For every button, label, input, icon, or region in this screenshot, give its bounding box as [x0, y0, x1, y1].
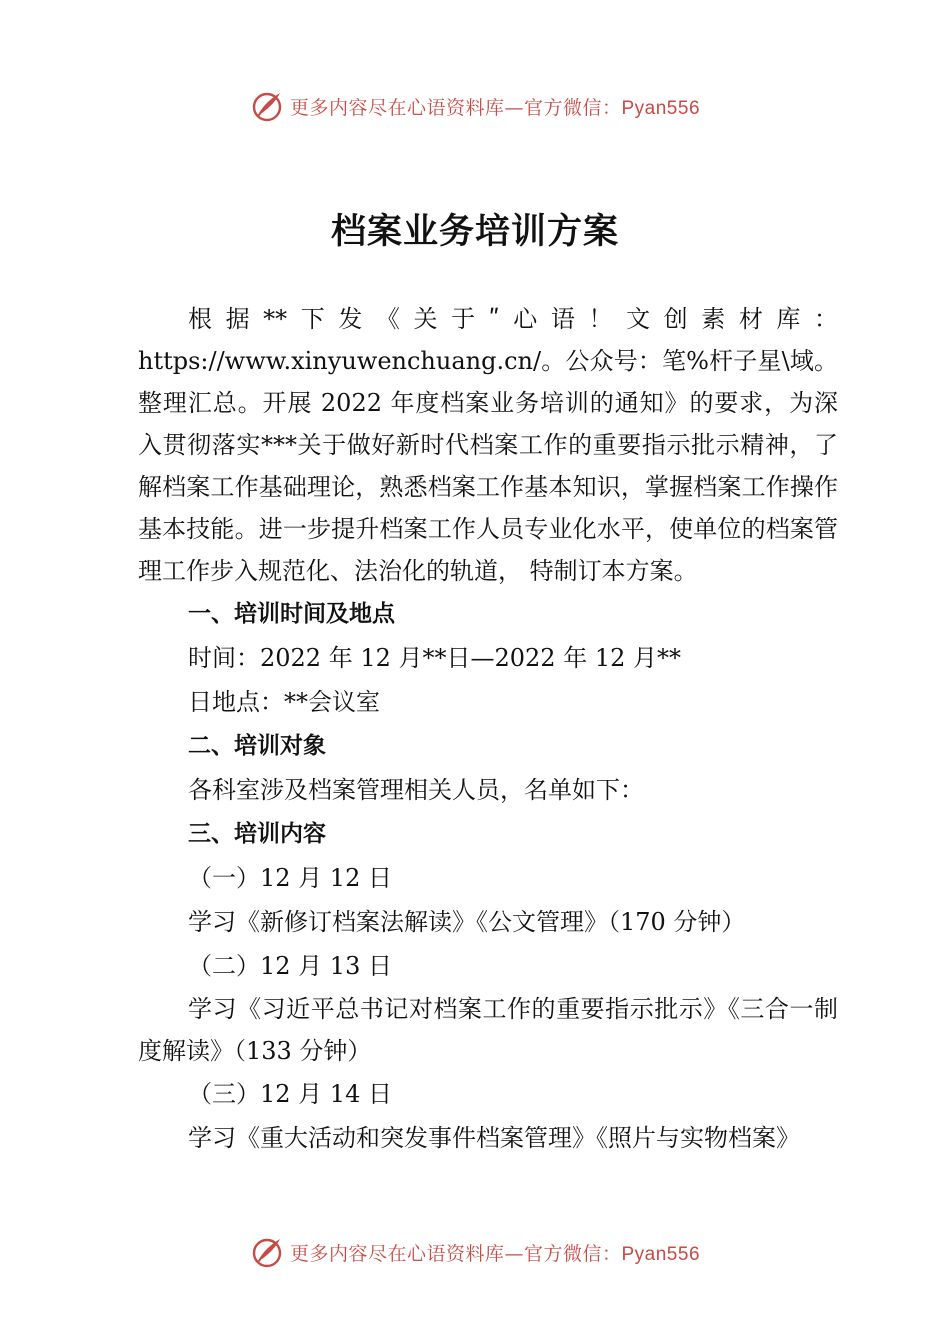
section-heading-audience: 二、培训对象: [188, 733, 326, 759]
watermark-text: 更多内容尽在心语资料库—官方微信：Pyan556: [289, 1242, 701, 1265]
watermark-group: [250, 1235, 700, 1269]
content-item-text: 学习《新修订档案法解读》《公文管理》（170 分钟）: [188, 908, 746, 936]
content-item-date: （一）12 月 12 日: [188, 864, 392, 892]
training-place: 日地点：**会议室: [188, 688, 380, 716]
watermark-wechat-id: Pyan556: [621, 1243, 701, 1265]
watermark-text: 更多内容尽在心语资料库—官方微信：Pyan556: [289, 96, 701, 119]
page-title: 档案业务培训方案: [330, 212, 619, 252]
footer-watermark: [0, 1232, 950, 1272]
content-item-date: （三）12 月 14 日: [188, 1080, 392, 1108]
audience-text: 各科室涉及档案管理相关人员，名单如下：: [188, 776, 644, 804]
section-heading-time-place: 一、培训时间及地点: [188, 601, 395, 627]
content-item-date: （二）12 月 13 日: [188, 952, 392, 980]
header-watermark: [0, 86, 950, 126]
content-item-text: 学习《重大活动和突发事件档案管理》《照片与实物档案》: [188, 1124, 800, 1152]
training-time: 时间：2022 年 12 月**日—2022 年 12 月**: [188, 644, 682, 672]
quill-circle-logo-icon: [250, 89, 284, 123]
document-body: [138, 298, 838, 1160]
section-heading-content: 三、培训内容: [188, 821, 326, 847]
watermark-group: [250, 89, 700, 123]
intro-paragraph: 根据**下发《关于ʺ心语！文创素材库：https://www.xinyuwenchuang.cn/。公众号：笔%杆子星\域。整理汇总。开展 2022 年度档案业务培训的通知》的要求，为深入贯彻落实***关于做好新时代档案工作的重要指示批示精神，了解档案工作基础理论，熟悉档案工作基本知识，掌握档案工作操作基本技能。进一步提升档案工作人员专业化水平，使单位的档案管理工作步入规范化、法治化的轨道， 特制订本方案。: [138, 305, 838, 585]
watermark-wechat-id: Pyan556: [621, 97, 701, 119]
content-item-text: 学习《习近平总书记对档案工作的重要指示批示》《三合一制度解读》（133 分钟）: [138, 995, 838, 1065]
quill-circle-logo-icon: [250, 1235, 284, 1269]
